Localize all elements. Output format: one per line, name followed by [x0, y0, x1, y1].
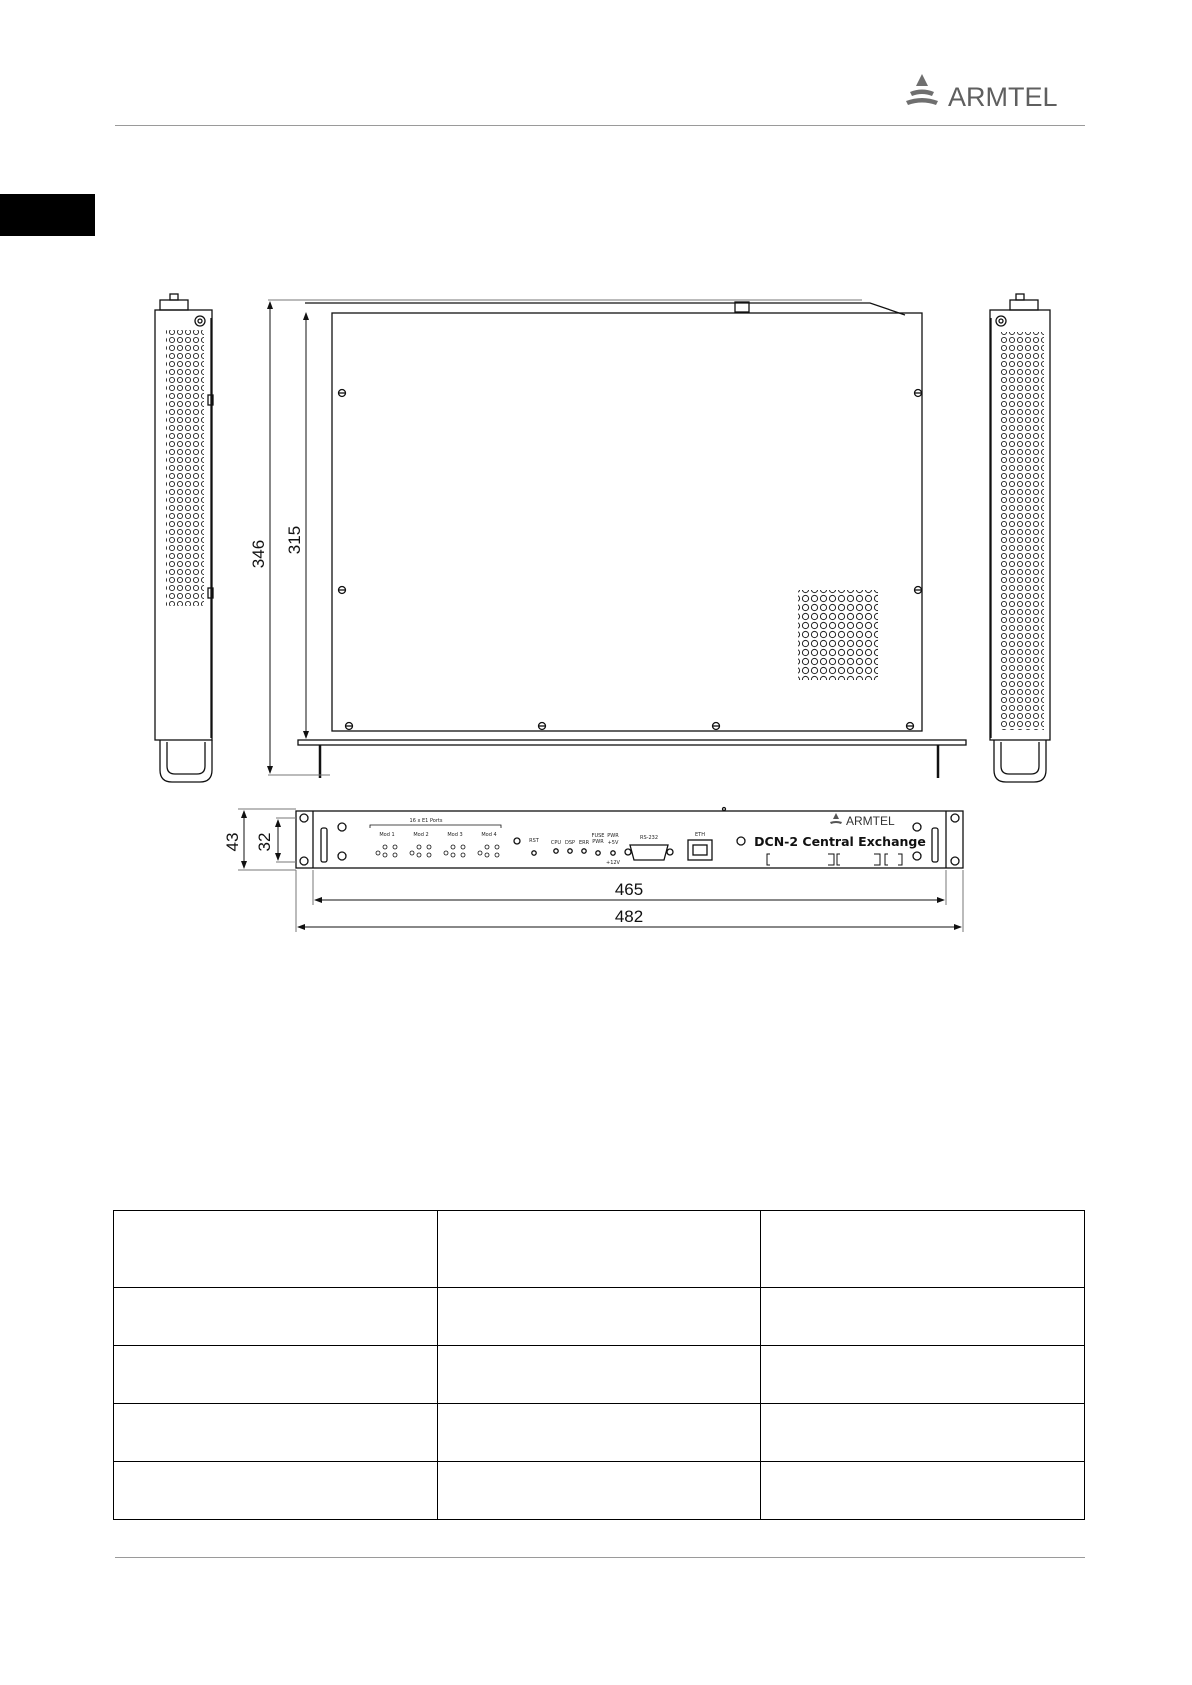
front-panel-brand: ARMTEL: [846, 814, 895, 828]
dim-total-width: 482: [614, 907, 644, 926]
table-cell: [437, 1346, 761, 1404]
mod4-label: Mod 4: [481, 832, 497, 838]
plus5v-label: +5V: [607, 840, 619, 846]
front-panel-logo-icon: [830, 813, 842, 824]
vertical-dimensions: [268, 300, 862, 775]
ports-label: 16 x E1 Ports: [409, 818, 443, 824]
dim-total-depth: 346: [249, 539, 268, 569]
top-view-vent-grille: [798, 590, 878, 680]
eth-label: ETH: [695, 832, 705, 838]
mod1-label: Mod 1: [379, 832, 395, 838]
table-header-cell: [761, 1211, 1085, 1288]
pwr-label: PWR: [592, 839, 604, 845]
mod2-label: Mod 2: [413, 832, 429, 838]
ethernet-port: [688, 840, 712, 860]
rs232-port: [625, 845, 673, 860]
armtel-logo-text: ARMTEL: [948, 82, 1058, 112]
table-row: [114, 1404, 1085, 1462]
table-header-row: [114, 1211, 1085, 1288]
left-side-view: [155, 294, 213, 782]
table-cell: [114, 1404, 438, 1462]
spec-table: [113, 1210, 1085, 1520]
table-cell: [114, 1346, 438, 1404]
table-cell: [437, 1288, 761, 1346]
table-cell: [114, 1288, 438, 1346]
table-row: [114, 1462, 1085, 1520]
rst-label: RST: [529, 838, 539, 844]
dim-total-height: 43: [223, 832, 242, 852]
table-header-cell: [114, 1211, 438, 1288]
mod3-label: Mod 3: [447, 832, 463, 838]
top-view: [298, 302, 966, 778]
table-row: [114, 1346, 1085, 1404]
table-cell: [437, 1462, 761, 1520]
table-cell: [437, 1404, 761, 1462]
table-cell: [114, 1462, 438, 1520]
right-side-view: [990, 294, 1050, 782]
dim-body-depth: 315: [285, 525, 304, 555]
front-panel-labels: [379, 813, 926, 866]
cpu-label: CPU: [550, 840, 562, 846]
dsp-label: DSP: [564, 840, 576, 846]
dim-body-height: 32: [255, 832, 274, 852]
table-header-cell: [437, 1211, 761, 1288]
table-cell: [761, 1404, 1085, 1462]
footer-rule: [115, 1557, 1085, 1558]
table-row: [114, 1288, 1085, 1346]
front-panel-title: DCN-2 Central Exchange: [754, 834, 926, 849]
table-cell: [761, 1462, 1085, 1520]
err-label: ERR: [578, 840, 590, 846]
pwr-label-2: PWR: [607, 833, 619, 839]
plus12v-label: +12V: [606, 860, 620, 866]
rs232-label: RS-232: [640, 835, 658, 841]
dim-body-width: 465: [614, 880, 644, 899]
fuse-label: FUSE: [591, 833, 605, 839]
table-cell: [761, 1346, 1085, 1404]
table-cell: [761, 1288, 1085, 1346]
e1-port-leds: [376, 845, 499, 857]
